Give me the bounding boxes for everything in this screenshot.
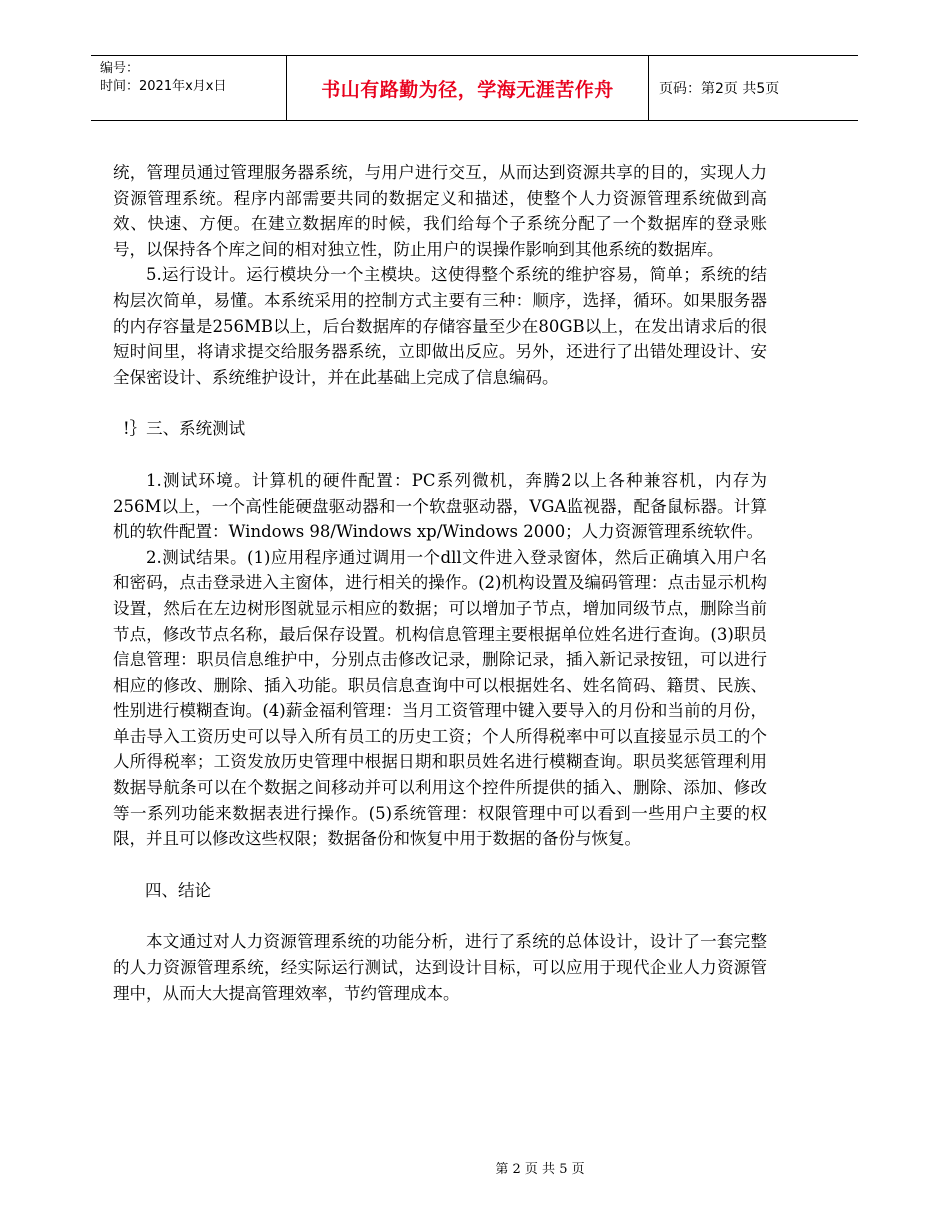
- paragraph-test-results: 2.测试结果。(1)应用程序通过调用一个dll文件进入登录窗体，然后正确填入用户名和密码，点击登录进入主窗体，进行相关的操作。(2)机构设置及编码管理：点击显示机构设置，然后在左边树形图就显示相应的数据；可以增加子节点，增加同级节点，删除当前节点，修改节点名称，最后保存设置。机构信息管理主要根据单位姓名进行查询。(3)职员信息管理：职员信息维护中，分别点击修改记录，删除记录，插入新记录按钮，可以进行相应的修改、删除、插入功能。职员信息查询中可以根据姓名、姓名简码、籍贯、民族、性别进行模糊查询。(4)薪金福利管理：当月工资管理中键入要导入的月份和当前的月份，单击导入工资历史可以导入所有员工的历史工资；个人所得税率中可以直接显示员工的个人所得税率；工资发放历史管理中根据日期和职员姓名进行模糊查询。职员奖惩管理利用数据导航条可以在个数据之间移动并可以利用这个控件所提供的插入、删除、添加、修改等一系列功能来数据表进行操作。(5)系统管理：权限管理中可以看到一些用户主要的权限，并且可以修改这些权限；数据备份和恢复中用于数据的备份与恢复。: [113, 547, 767, 849]
- header-meta: [91, 56, 287, 120]
- paragraph-conclusion: 本文通过对人力资源管理系统的功能分析，进行了系统的总体设计，设计了一套完整的人力资源管理系统，经实际运行测试，达到设计目标，可以应用于现代企业人力资源管理中，从而大大提高管理效率，节约管理成本。: [113, 932, 767, 1003]
- document-body: [113, 160, 767, 1006]
- header-motto: 书山有路勤为径，学海无涯苦作舟: [287, 56, 649, 120]
- header-page-label: 页码：第2页 共5页: [659, 81, 780, 97]
- time-label: 时间：2021年x月x日: [100, 79, 227, 94]
- code-label: 编号：: [100, 61, 140, 76]
- paragraph-run-design: 5.运行设计。运行模块分一个主模块。这使得整个系统的维护容易，简单；系统的结构层次简单，易懂。本系统采用的控制方式主要有三种：顺序，选择，循环。如果服务器的内存容量是256MB以上，后台数据库的存储容量至少在80GB以上，在发出请求后的很短时间里，将请求提交给服务器系统，立即做出反应。另外，还进行了出错处理设计、安全保密设计、系统维护设计，并在此基础上完成了信息编码。: [113, 265, 767, 387]
- page-footer: 第 2 页 共 5 页: [495, 1162, 585, 1177]
- section-heading-testing: !｝三、系统测试: [123, 419, 246, 439]
- paragraph-continued: 统，管理员通过管理服务器系统，与用户进行交互，从而达到资源共享的目的，实现人力资源管理系统。程序内部需要共同的数据定义和描述，使整个人力资源管理系统做到高效、快速、方便。在建立数据库的时候，我们给每个子系统分配了一个数据库的登录账号，以保持各个库之间的相对独立性，防止用户的误操作影响到其他系统的数据库。: [113, 163, 767, 259]
- section-heading-conclusion: 四、结论: [145, 880, 211, 900]
- paragraph-test-env: 1.测试环境。计算机的硬件配置：PC系列微机，奔腾2以上各种兼容机，内存为256M以上，一个高性能硬盘驱动器和一个软盘驱动器，VGA监视器，配备鼠标器。计算机的软件配置：Windows 98/Windows xp/Windows 2000；人力资源管理系统软件。: [113, 470, 767, 542]
- page-header: [91, 55, 858, 121]
